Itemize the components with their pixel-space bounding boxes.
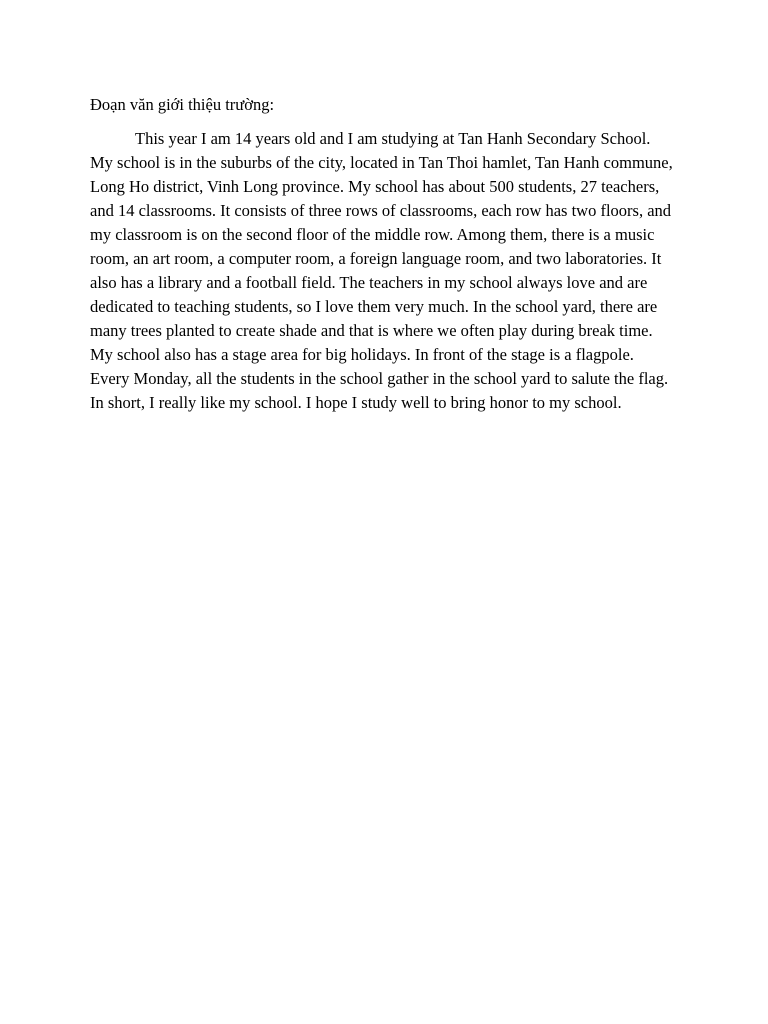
body-paragraph: This year I am 14 years old and I am studying at Tan Hanh Secondary School. My school is in the suburbs of the city, located in Tan Thoi hamlet, Tan Hanh commune, Long Ho district, Vinh Long province. My school has about 500 students, 27 teachers, and 14 classrooms. It consists of three rows of classrooms, each row has two floors, and my classroom is on the second floor of the middle row. Among them, there is a music room, an art room, a computer room, a foreign language room, and two laboratories. It also has a library and a football field. The teachers in my school always love and are dedicated to teaching students, so I love them very much. In the school yard, there are many trees planted to create shade and that is where we often play during break time. My school also has a stage area for big holidays. In front of the stage is a flagpole. Every Monday, all the students in the school gather in the school yard to salute the flag. In short, I really like my school. I hope I study well to bring honor to my school. [90, 129, 673, 412]
document-content [90, 93, 676, 415]
document-heading: Đoạn văn giới thiệu trường: [90, 95, 275, 114]
